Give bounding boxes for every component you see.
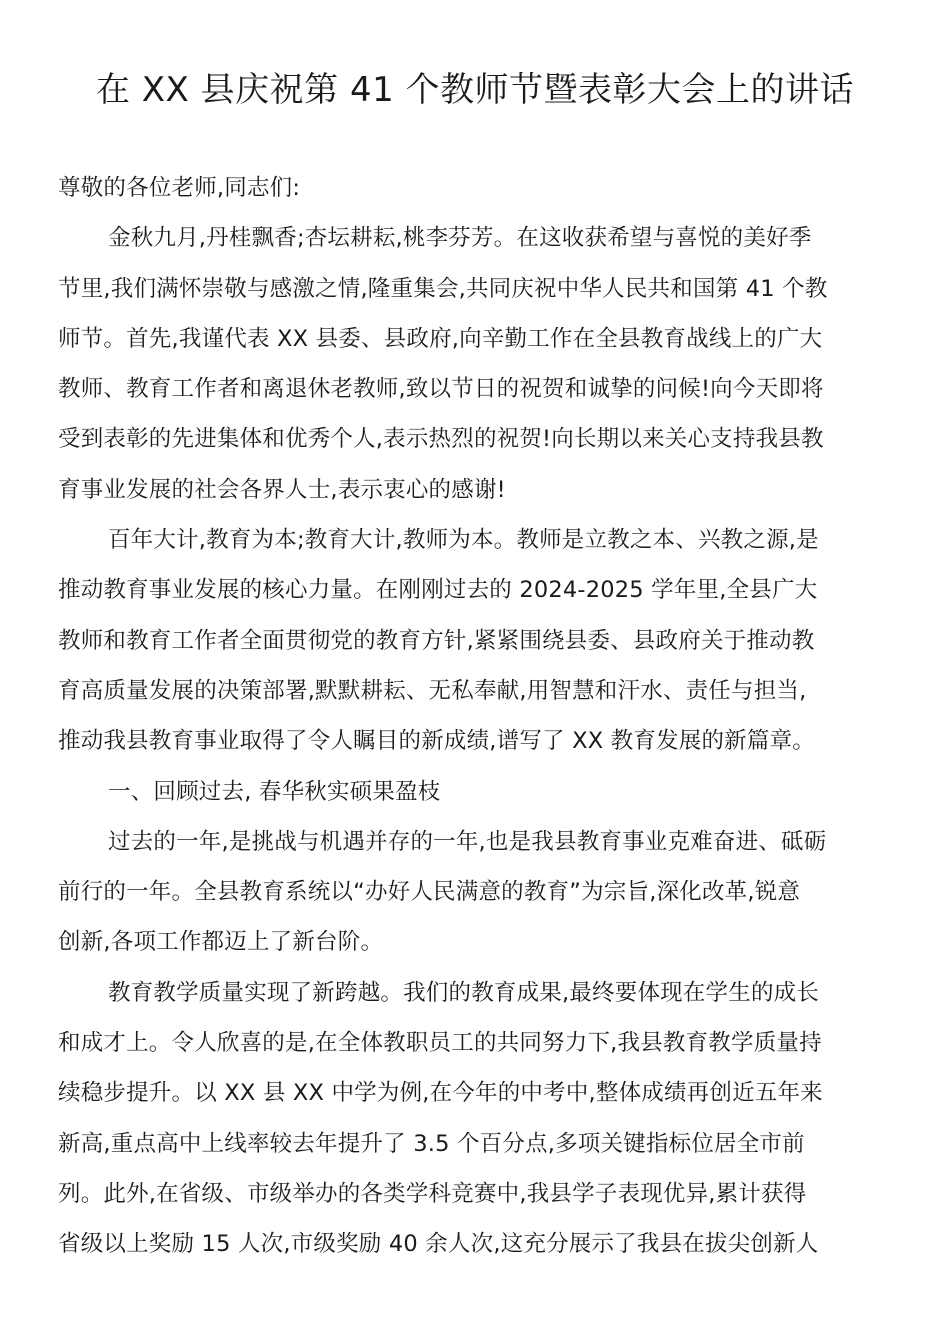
text-line: 推动我县教育事业取得了令人瞩目的新成绩,谱写了 XX 教育发展的新篇章。	[58, 728, 815, 755]
document-body	[58, 163, 894, 1270]
text-line: 前行的一年。全县教育系统以“办好人民满意的教育”为宗旨,深化改革,锐意	[58, 879, 801, 906]
text-line: 师节。首先,我谨代表 XX 县委、县政府,向辛勤工作在全县教育战线上的广大	[58, 325, 823, 352]
text-line: 一、回顾过去, 春华秋实硕果盈枝	[108, 778, 441, 805]
text-line: 尊敬的各位老师,同志们:	[58, 175, 301, 201]
text-line: 续稳步提升。以 XX 县 XX 中学为例,在今年的中考中,整体成绩再创近五年来	[58, 1080, 823, 1107]
text-line: 新高,重点高中上线率较去年提升了 3.5 个百分点,多项关键指标位居全市前	[58, 1130, 805, 1157]
text-line: 金秋九月,丹桂飘香;杏坛耕耘,桃李芬芳。在这收获希望与喜悦的美好季	[108, 225, 812, 252]
text-line: 创新,各项工作都迈上了新台阶。	[58, 929, 384, 956]
text-line: 育事业发展的社会各界人士,表示衷心的感谢!	[58, 476, 506, 503]
text-line: 受到表彰的先进集体和优秀个人,表示热烈的祝贺!向长期以来关心支持我县教	[58, 426, 824, 453]
text-line: 教师和教育工作者全面贯彻党的教育方针,紧紧围绕县委、县政府关于推动教	[58, 627, 815, 654]
text-line: 育高质量发展的决策部署,默默耕耘、无私奉献,用智慧和汗水、责任与担当,	[58, 677, 807, 704]
text-line: 节里,我们满怀崇敬与感激之情,隆重集会,共同庆祝中华人民共和国第 41 个教	[58, 275, 828, 302]
text-line: 百年大计,教育为本;教育大计,教师为本。教师是立教之本、兴教之源,是	[108, 527, 819, 554]
text-line: 省级以上奖励 15 人次,市级奖励 40 余人次,这充分展示了我县在拔尖创新人	[58, 1231, 819, 1258]
text-line: 教育教学质量实现了新跨越。我们的教育成果,最终要体现在学生的成长	[108, 979, 820, 1006]
document-title: 在 XX 县庆祝第 41 个教师节暨表彰大会上的讲话	[95, 70, 855, 110]
text-line: 列。此外,在省级、市级举办的各类学科竞赛中,我县学子表现优异,累计获得	[58, 1180, 807, 1207]
text-line: 过去的一年,是挑战与机遇并存的一年,也是我县教育事业克难奋进、砥砺	[108, 828, 827, 855]
text-line: 推动教育事业发展的核心力量。在刚刚过去的 2024-2025 学年里,全县广大	[58, 577, 818, 604]
text-line: 教师、教育工作者和离退休老教师,致以节日的祝贺和诚挚的问候!向今天即将	[58, 376, 824, 403]
text-line: 和成才上。令人欣喜的是,在全体教职员工的共同努力下,我县教育教学质量持	[58, 1030, 822, 1057]
